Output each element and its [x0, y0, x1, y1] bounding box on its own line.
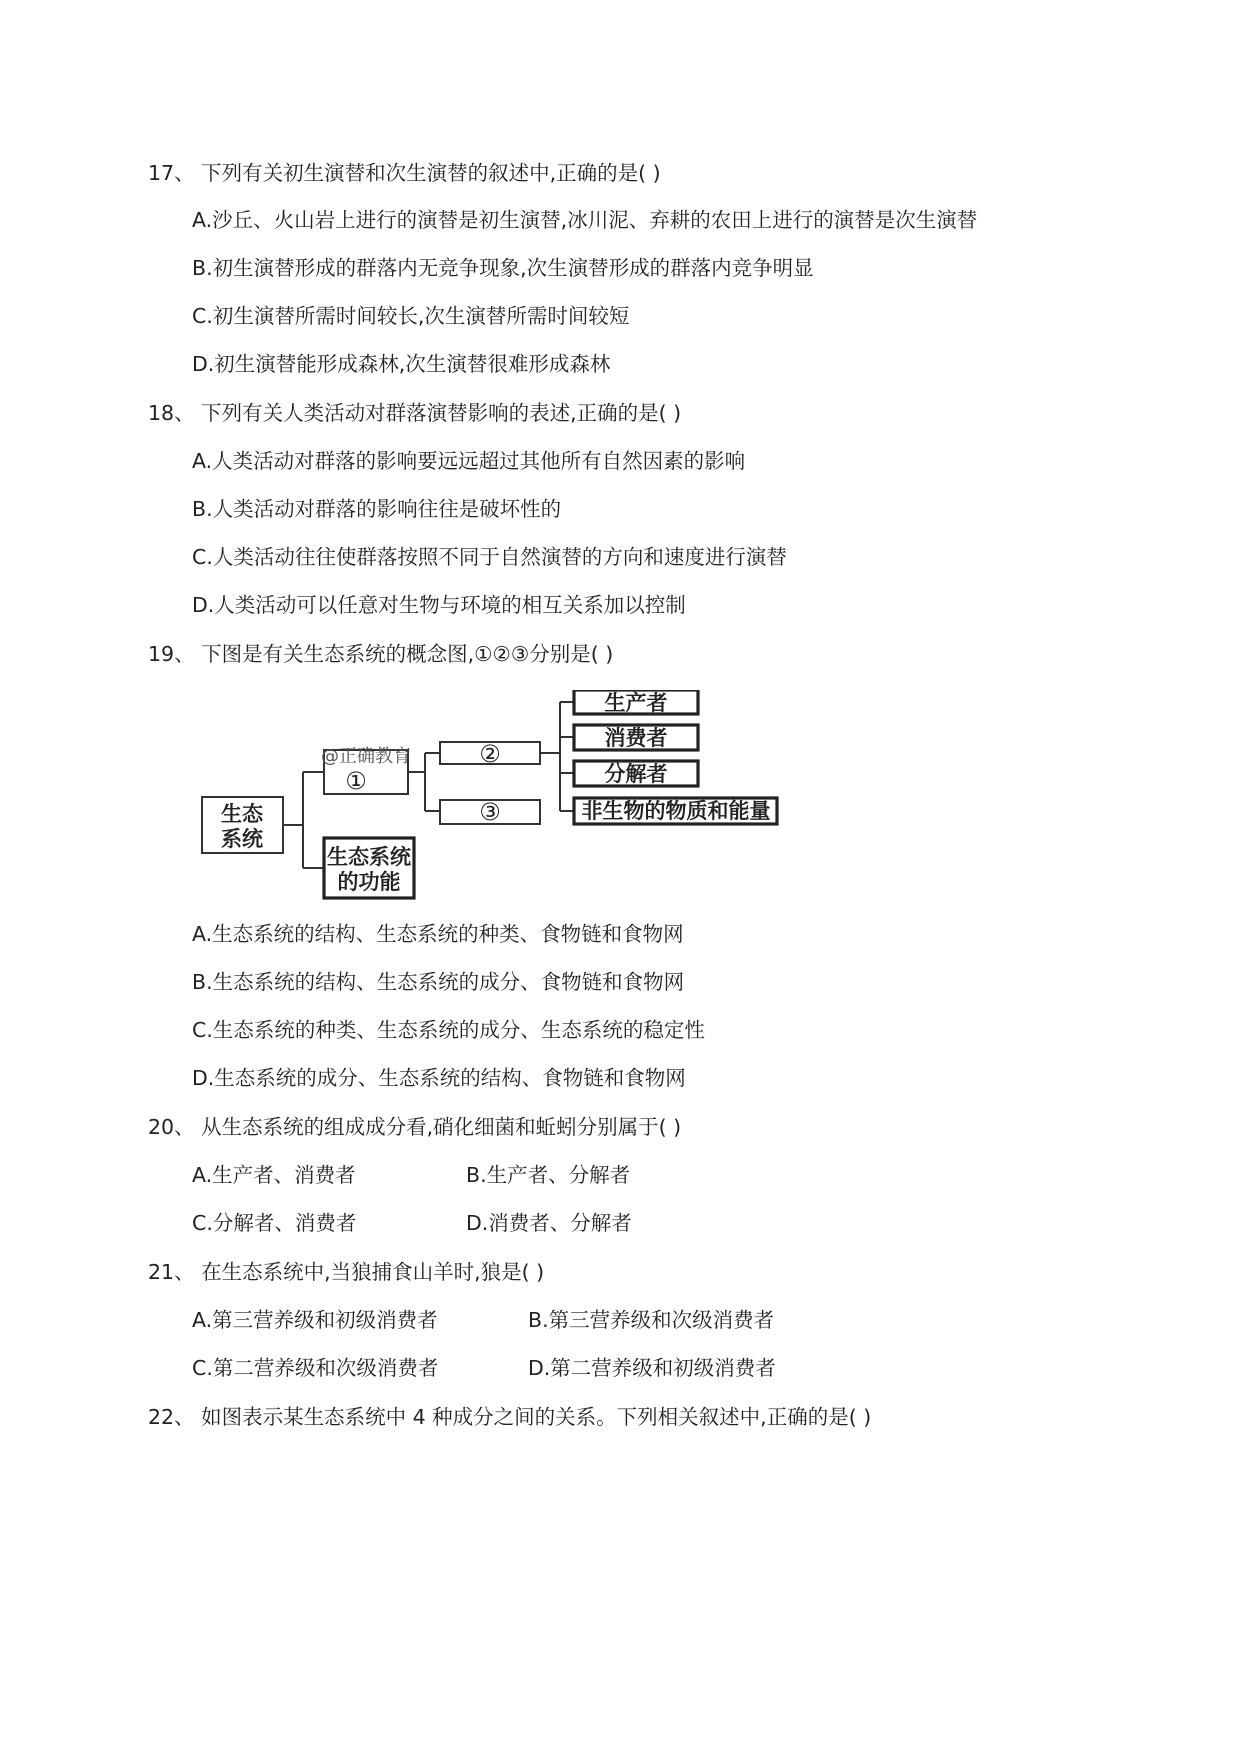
function-label-line2: 的功能	[337, 870, 401, 894]
question-17-option-b: B.初生演替形成的群落内无竞争现象,次生演替形成的群落内竞争明显	[192, 256, 814, 280]
question-20-stem: 20、 从生态系统的组成成分看,硝化细菌和蚯蚓分别属于( )	[148, 1115, 682, 1139]
ecosystem-concept-diagram	[190, 690, 810, 915]
question-17-option-a: A.沙丘、火山岩上进行的演替是初生演替,冰川泥、弃耕的农田上进行的演替是次生演替	[192, 208, 978, 232]
question-21-option-c: C.第二营养级和次级消费者	[192, 1356, 439, 1380]
question-20-option-c: C.分解者、消费者	[192, 1211, 357, 1235]
question-17-stem: 17、 下列有关初生演替和次生演替的叙述中,正确的是( )	[148, 161, 661, 185]
question-19-option-d: D.生态系统的成分、生态系统的结构、食物链和食物网	[192, 1066, 686, 1090]
question-18-option-c: C.人类活动往往使群落按照不同于自然演替的方向和速度进行演替	[192, 545, 787, 569]
node-2-label: ②	[479, 740, 501, 768]
question-19-option-c: C.生态系统的种类、生态系统的成分、生态系统的稳定性	[192, 1018, 705, 1042]
question-17-option-c: C.初生演替所需时间较长,次生演替所需时间较短	[192, 304, 630, 328]
question-18-option-d: D.人类活动可以任意对生物与环境的相互关系加以控制	[192, 593, 686, 617]
question-20-option-b: B.生产者、分解者	[466, 1163, 631, 1187]
question-19-stem: 19、 下图是有关生态系统的概念图,①②③分别是( )	[148, 642, 614, 666]
node-1-label: ①	[345, 767, 367, 795]
function-label-line1: 生态系统	[327, 845, 411, 869]
question-17-option-d: D.初生演替能形成森林,次生演替很难形成森林	[192, 352, 611, 376]
component-consumer-label: 消费者	[604, 726, 668, 750]
root-label-line2: 系统	[221, 827, 263, 851]
watermark-text: @正确教育	[321, 746, 411, 767]
question-22-stem: 22、 如图表示某生态系统中 4 种成分之间的关系。下列相关叙述中,正确的是( )	[148, 1405, 872, 1429]
component-abiotic-label: 非生物的物质和能量	[581, 799, 771, 823]
question-21-stem: 21、 在生态系统中,当狼捕食山羊时,狼是( )	[148, 1260, 545, 1284]
question-21-option-a: A.第三营养级和初级消费者	[192, 1308, 438, 1332]
node-3-label: ③	[479, 798, 501, 826]
question-21-option-b: B.第三营养级和次级消费者	[528, 1308, 775, 1332]
concept-diagram-svg	[190, 690, 810, 915]
question-20-option-a: A.生产者、消费者	[192, 1163, 356, 1187]
question-18-stem: 18、 下列有关人类活动对群落演替影响的表述,正确的是( )	[148, 401, 682, 425]
question-19-option-b: B.生态系统的结构、生态系统的成分、食物链和食物网	[192, 970, 685, 994]
question-18-option-b: B.人类活动对群落的影响往往是破坏性的	[192, 497, 562, 521]
question-19-option-a: A.生态系统的结构、生态系统的种类、食物链和食物网	[192, 922, 684, 946]
component-producer-label: 生产者	[604, 691, 668, 715]
root-label-line1: 生态	[221, 802, 263, 826]
question-18-option-a: A.人类活动对群落的影响要远远超过其他所有自然因素的影响	[192, 449, 746, 473]
question-21-option-d: D.第二营养级和初级消费者	[528, 1356, 776, 1380]
question-20-option-d: D.消费者、分解者	[466, 1211, 632, 1235]
component-decomposer-label: 分解者	[604, 762, 668, 786]
